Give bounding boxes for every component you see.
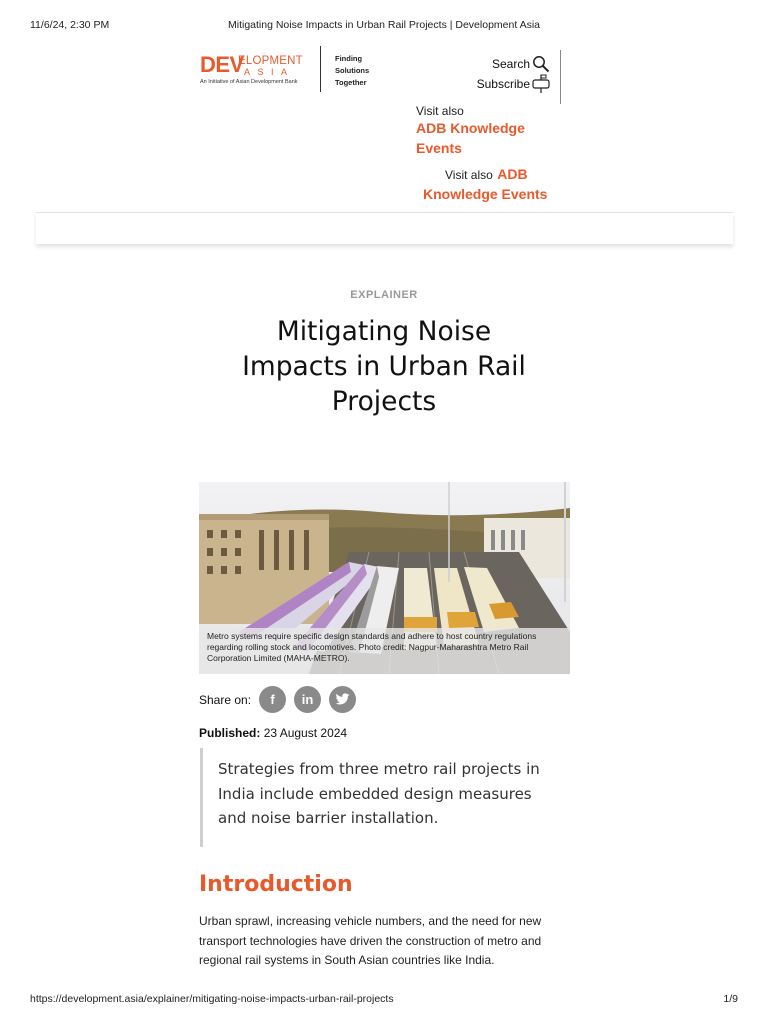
title-line: Mitigating Noise — [276, 316, 492, 347]
published-date — [199, 726, 347, 740]
mailbox-icon — [532, 74, 550, 94]
summary-quote: Strategies from three metro rail projects in India include embedded design measures and noise barrier installation. — [200, 748, 560, 847]
tagline-line: Together — [335, 78, 367, 87]
tagline — [335, 53, 369, 89]
share-label: Share on: — [199, 692, 252, 707]
development-asia-logo[interactable] — [200, 52, 320, 92]
header-actions — [470, 54, 550, 94]
tagline-line: Solutions — [335, 66, 370, 75]
print-page-title: Mitigating Noise Impacts in Urban Rail Projects | Development Asia — [227, 19, 541, 31]
link-line: Events — [416, 140, 462, 156]
actions-divider — [560, 50, 561, 104]
share-bar — [199, 686, 356, 713]
logo-dev: DEV — [200, 52, 244, 77]
twitter-icon[interactable] — [329, 686, 356, 713]
print-page-number: 1/9 — [723, 993, 738, 1005]
search-label: Search — [491, 57, 530, 71]
title-line: Projects — [331, 386, 437, 417]
visit-also-block-secondary — [423, 164, 563, 204]
published-label: Published: — [199, 726, 261, 740]
logo-divider — [320, 46, 321, 92]
link-line: ADB Knowledge — [416, 120, 525, 136]
image-caption: Metro systems require specific design standards and adhere to host country regulations regarding rolling stock and locomotives. Photo credit: Nagpur-Maharashtra Metro Rail Corporation Limited (MAHA-METRO). — [199, 628, 570, 674]
introduction-heading: Introduction — [199, 872, 353, 897]
adb-link[interactable]: ADB — [497, 166, 528, 182]
subscribe-button[interactable] — [470, 74, 550, 94]
visit-also-block — [416, 104, 556, 158]
article-title — [200, 314, 568, 419]
knowledge-events-link[interactable]: Knowledge Events — [423, 186, 548, 202]
subscribe-label: Subscribe — [476, 77, 530, 91]
tagline-line: Finding — [335, 54, 363, 63]
hero-image — [199, 482, 570, 674]
linkedin-icon[interactable]: in — [294, 686, 321, 713]
introduction-paragraph: Urban sprawl, increasing vehicle numbers, and the need for new transport technologies have driven the construction of metro and regional rail systems in South Asian countries like India. — [199, 914, 542, 967]
search-button[interactable] — [470, 54, 550, 74]
article-category: EXPLAINER — [350, 289, 418, 301]
facebook-icon[interactable]: f — [259, 686, 286, 713]
search-icon — [532, 55, 550, 73]
search-bar[interactable] — [36, 212, 733, 244]
logo-asia: ASIA — [244, 67, 295, 77]
logo-elopment: ELOPMENT — [238, 55, 303, 67]
visit-also-label: Visit also — [445, 168, 493, 182]
logo-initiative: An Initiative of Asian Development Bank — [200, 79, 298, 85]
visit-also-label: Visit also — [416, 104, 464, 118]
adb-knowledge-events-link[interactable] — [416, 118, 556, 158]
published-value: 23 August 2024 — [263, 726, 348, 740]
print-datetime: 11/6/24, 2:30 PM — [30, 19, 110, 31]
print-url: https://development.asia/explainer/mitigating-noise-impacts-urban-rail-projects — [30, 993, 394, 1005]
title-line: Impacts in Urban Rail — [242, 351, 526, 382]
